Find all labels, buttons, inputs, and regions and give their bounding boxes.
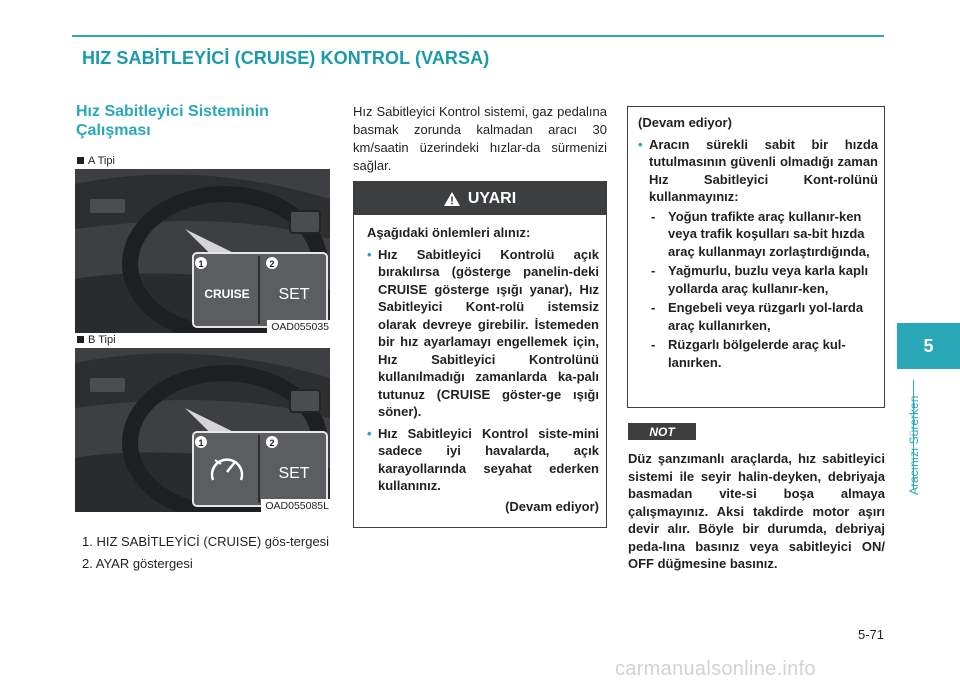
cruise-button-label: CRUISE — [204, 287, 250, 301]
figure-b-label-text: B Tipi — [88, 334, 116, 346]
figure-b-label — [77, 334, 116, 346]
warning-bullet — [367, 246, 599, 421]
intro-paragraph: Hız Sabitleyici Kontrol sistemi, gaz pedalına basmak zorunda kalmadan aracı 30 km/saatin üzerindeki hızlar-da sürmenizi sağlar. — [353, 104, 607, 173]
warning-lead: Aşağıdaki önlemleri alınız: — [367, 225, 531, 240]
figure-a-image — [75, 169, 330, 333]
note-text: Düz şanzımanlı araçlarda, hız sabitleyici sistemi ile seyir halin-deyken, debriyaja basmadan vite-si boşa almaya çalışmayınız. Aksi takdirde motor aşırı devir alır. Böyle bir durumda, debriyaj peda-lına basınız veya sabitleyici ON/ OFF düğmesine basınız. — [628, 451, 885, 571]
subsection-title-line2: Çalışması — [76, 122, 151, 139]
figure-a-label-text: A Tipi — [88, 155, 115, 167]
warning-triangle-icon — [444, 192, 460, 206]
warning-body — [354, 215, 606, 515]
dash-item: - Yoğun trafikte araç kullanır-ken veya trafik koşulları sa-bit hızda araç kullanmayı zorlaştırdığında, — [651, 208, 870, 259]
warning-bullet-text: Hız Sabitleyici Kontrolü açık bırakılırsa (gösterge panelin-deki CRUISE gösterge ışığı yanar), Hız Sabitleyici Kont-rolü istemsiz olarak devreye girebilir. İstemeden bir hız ayarlamayı engellemek için, Hız Sabitleyici Kontrolünü kullanılmadığı zamanlarda ka-palı tutunuz (CRUISE göster-ge ışığı söner). — [378, 246, 599, 419]
section-title: HIZ SABİTLEYİCİ (CRUISE) KONTROL (VARSA) — [82, 48, 490, 68]
dash-item-text: Yağmurlu, buzlu veya karla kaplı yollarda araç kullanır-ken, — [668, 263, 869, 296]
page-number: 5-71 — [858, 627, 885, 642]
figure-b-callout-2: 2 — [269, 438, 275, 448]
figure-a-code: OAD055035 — [267, 320, 330, 333]
figure-a-callout-1: 1 — [198, 259, 204, 269]
subsection-title-line1: Hız Sabitleyici Sisteminin — [76, 103, 269, 120]
legend-item: 1. HIZ SABİTLEYİCİ (CRUISE) gös-tergesi — [82, 534, 330, 549]
figure-b-code: OAD055085L — [261, 499, 330, 512]
warning-bullet-text: Hız Sabitleyici Kontrol siste-mini sadece iyi havalarda, açık karayollarında seyahat ederken kullanınız. — [378, 425, 599, 493]
legend-item: 2. AYAR göstergesi — [82, 556, 193, 571]
set-button-label: SET — [278, 286, 310, 303]
figure-b-image — [75, 348, 330, 512]
warning-continued: (Devam ediyor) — [505, 498, 599, 514]
subsection-title — [76, 102, 269, 140]
continued-warning-box — [627, 106, 885, 408]
legend-list — [75, 533, 335, 577]
bullet-dot-icon: • — [367, 246, 372, 262]
continued-header: (Devam ediyor) — [638, 115, 732, 130]
bullet-dot-icon: • — [638, 136, 643, 152]
dash-item: - Rüzgarlı bölgelerde araç kul-lanırken. — [651, 337, 846, 370]
warning-title: UYARI — [467, 189, 517, 207]
watermark: carmanualsonline.info — [615, 658, 816, 680]
top-rule — [72, 35, 884, 37]
dash-item-text: Rüzgarlı bölgelerde araç kul-lanırken. — [668, 337, 846, 370]
chapter-label: Aracınızı Sürerken — [907, 395, 921, 495]
warning-header — [354, 182, 606, 215]
square-bullet-icon — [77, 336, 84, 343]
dash-item: - Engebeli veya rüzgarlı yol-larda araç kullanırken, — [651, 300, 864, 333]
warning-box — [353, 181, 607, 528]
figure-b-callout-1: 1 — [198, 438, 204, 448]
bullet-dot-icon: • — [367, 425, 372, 441]
figure-a-callout-2: 2 — [269, 259, 275, 269]
dash-item-text: Yoğun trafikte araç kullanır-ken veya trafik koşulları sa-bit hızda araç kullanmayı zorlaştırdığında, — [668, 208, 870, 259]
warning-bullet — [367, 425, 599, 495]
square-bullet-icon — [77, 157, 84, 164]
continued-bullet — [638, 136, 878, 206]
dash-item-text: Engebeli veya rüzgarlı yol-larda araç kullanırken, — [668, 300, 864, 333]
set-button-label-b: SET — [278, 465, 310, 482]
chapter-tab: 5 — [897, 323, 960, 369]
dash-item: - Yağmurlu, buzlu veya karla kaplı yollarda araç kullanır-ken, — [651, 263, 869, 296]
continued-bullet-text: Aracın sürekli sabit bir hızda tutulmasının güvenli olmadığı zaman Hız Sabitleyici Kont-rolünü kullanmayınız: — [649, 136, 878, 204]
figure-a-label — [77, 155, 115, 167]
note-label: NOT — [628, 423, 696, 440]
